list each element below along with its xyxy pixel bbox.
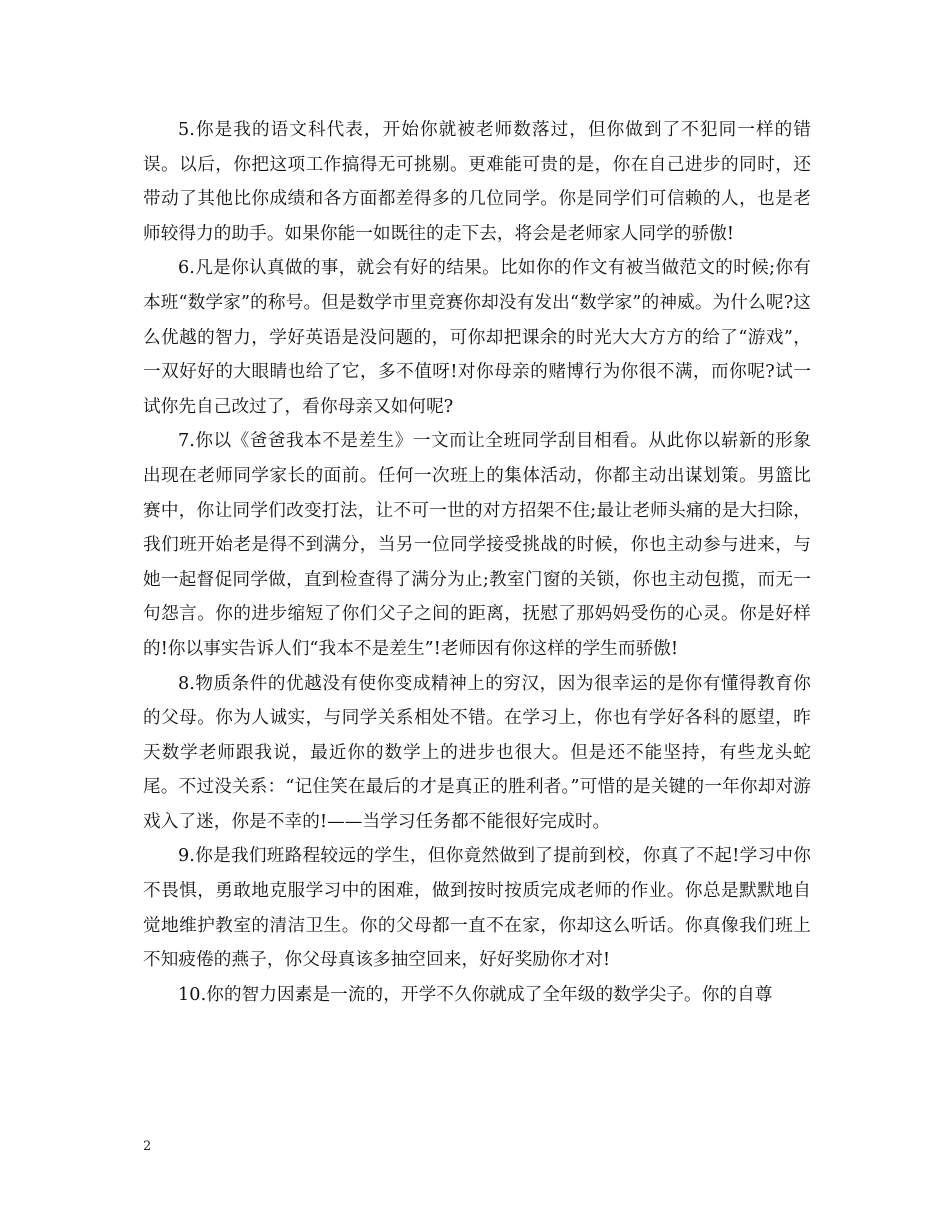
paragraph-comment-9: 9.你是我们班路程较远的学生，但你竟然做到了提前到校，你真了不起!学习中你不畏惧，勇敢地克服学习中的困难，做到按时按质完成老师的作业。你总是默默地自觉地维护教室的清洁卫生。你的父母都一直不在家，你却这么听话。你真像我们班上不知疲倦的燕子，你父母真该多抽空回来，好好奖励你才对! (143, 846, 811, 971)
paragraph-comment-5: 5.你是我的语文科代表，开始你就被老师数落过，但你做到了不犯同一样的错误。以后，你把这项工作搞得无可挑剔。更难能可贵的是，你在自己进步的同时，还带动了其他比你成绩和各方面都差得多的几位同学。你是同学们可信赖的人，也是老师较得力的助手。如果你能一如既往的走下去，将会是老师家人同学的骄傲! (143, 120, 811, 244)
paragraph-comment-10: 10.你的智力因素是一流的，开学不久你就成了全年级的数学尖子。你的自尊 (178, 984, 773, 1005)
paragraph-comment-8: 8.物质条件的优越没有使你变成精神上的穷汉，因为很幸运的是你有懂得教育你的父母。你为人诚实，与同学关系相处不错。在学习上，你也有学好各科的愿望，昨天数学老师跟我说，最近你的数学上的进步也很大。但是还不能坚持，有些龙头蛇尾。不过没关系：“记住笑在最后的才是真正的胜利者。”可惜的是关键的一年你却对游戏入了迷，你是不幸的!——当学习任务都不能很好完成时。 (143, 673, 811, 832)
page-number: 2 (143, 1139, 152, 1154)
document-body (143, 113, 811, 1012)
paragraph-comment-6: 6.凡是你认真做的事，就会有好的结果。比如你的作文有被当做范文的时候;你有本班“数学家”的称号。但是数学市里竞赛你却没有发出“数学家”的神威。为什么呢?这么优越的智力，学好英语是没问题的，可你却把课余的时光大大方方的给了“游戏”，一双好好的大眼睛也给了它，多不值呀!对你母亲的赌博行为你很不满，而你呢?试一试你先自己改过了，看你母亲又如何呢? (143, 258, 811, 417)
paragraph-comment-7: 7.你以《爸爸我本不是差生》一文而让全班同学刮目相看。从此你以崭新的形象出现在老师同学家长的面前。任何一次班上的集体活动，你都主动出谋划策。男篮比赛中，你让同学们改变打法，让不可一世的对方招架不住;最让老师头痛的是大扫除，我们班开始老是得不到满分，当另一位同学接受挑战的时候，你也主动参与进来，与她一起督促同学做，直到检查得了满分为止;教室门窗的关锁，你也主动包揽，而无一句怨言。你的进步缩短了你们父子之间的距离，抚慰了那妈妈受伤的心灵。你是好样的!你以事实告诉人们“我本不是差生”!老师因有你这样的学生而骄傲! (143, 431, 811, 659)
